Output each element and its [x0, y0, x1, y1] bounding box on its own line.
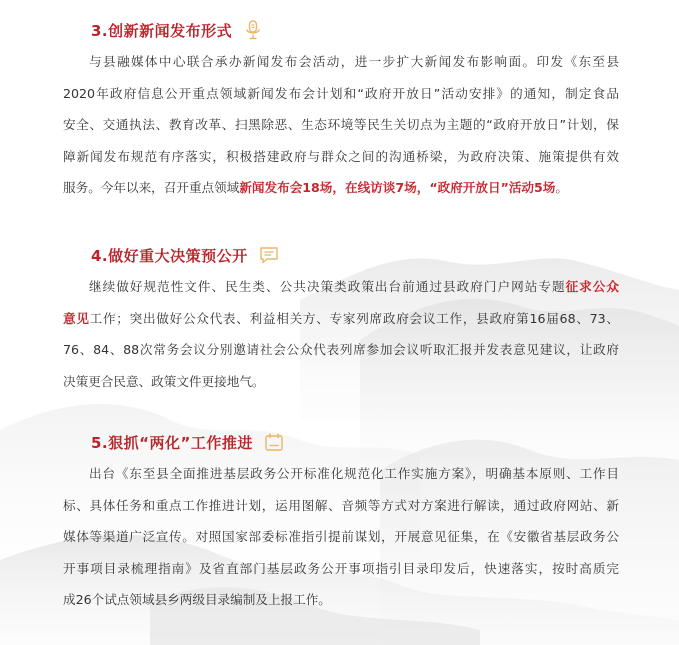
chat-bubble-icon — [258, 244, 280, 266]
paragraph-line: 标、具体任务和重点工作推进计划，运用图解、音频等方式对方案进行解读，通过政府网站、新 — [63, 497, 619, 513]
highlight-text: 征求公众 — [565, 279, 620, 294]
paragraph-line: 媒体等渠道广泛宣传。对照国家部委标准指引提前谋划，开展意见征集，在《安徽省基层政务公 — [63, 529, 619, 545]
paragraph-line: 与县融媒体中心联合承办新闻发布会活动，进一步扩大新闻发布影响面。印发《东至县 — [89, 54, 619, 69]
paragraph-line: 2020年政府信息公开重点领域新闻发布会计划和“政府开放日”活动安排》的通知，制定食品 — [63, 85, 619, 101]
text-run: 。 — [555, 180, 568, 196]
text-run: 继续做好规范性文件、民生类、公共决策类政策出台前通过县政府门户网站专题 — [89, 279, 566, 294]
section-4-title: 4.做好重大决策预公开 — [91, 246, 248, 265]
section-4-heading — [91, 243, 280, 267]
section-5-title: 5.狠抓“两化”工作推进 — [91, 433, 253, 452]
section-5-heading — [91, 430, 285, 454]
calendar-icon — [263, 431, 285, 453]
section-3-paragraph — [63, 46, 619, 204]
section-3-heading — [91, 18, 264, 42]
paragraph-line — [63, 303, 619, 335]
paragraph-line: 安全、交通执法、教育改革、扫黑除恶、生态环境等民生关切点为主题的“政府开放日”计划，保 — [63, 117, 619, 133]
section-4-paragraph — [63, 271, 619, 397]
paragraph-line: 障新闻发布规范有序落实，积极搭建政府与群众之间的沟通桥梁，为政府决策、施策提供有效 — [63, 148, 619, 164]
text-run: 工作；突出做好公众代表、利益相关方、专家列席政府会议工作，县政府第16届68、73、 — [89, 310, 619, 326]
paragraph-line: 开事项目录梳理指南》及省直部门基层政务公开事项指引目录印发后，快速落实，按时高质完 — [63, 560, 619, 576]
paragraph-line: 76、84、88次常务会议分别邀请社会公众代表列席参加会议听取汇报并发表意见建议，让政府 — [63, 342, 619, 358]
text-run: 服务。今年以来，召开重点领域 — [63, 180, 240, 196]
section-3-title: 3.创新新闻发布形式 — [91, 21, 233, 40]
paragraph-line: 决策更合民意、政策文件更接地气。 — [63, 373, 265, 389]
paragraph-line: 成26个试点领域县乡两级目录编制及上报工作。 — [63, 592, 331, 608]
paragraph-line: 出台《东至县全面推进基层政务公开标准化规范化工作实施方案》，明确基本原则、工作目 — [89, 466, 619, 481]
highlight-text: 新闻发布会18场，在线访谈7场，“政府开放日”活动5场 — [239, 180, 556, 196]
paragraph-line — [63, 172, 619, 204]
section-5-paragraph — [63, 458, 619, 616]
highlight-text: 意见 — [63, 310, 90, 326]
paragraph-line — [63, 271, 619, 303]
microphone-icon — [242, 19, 264, 41]
